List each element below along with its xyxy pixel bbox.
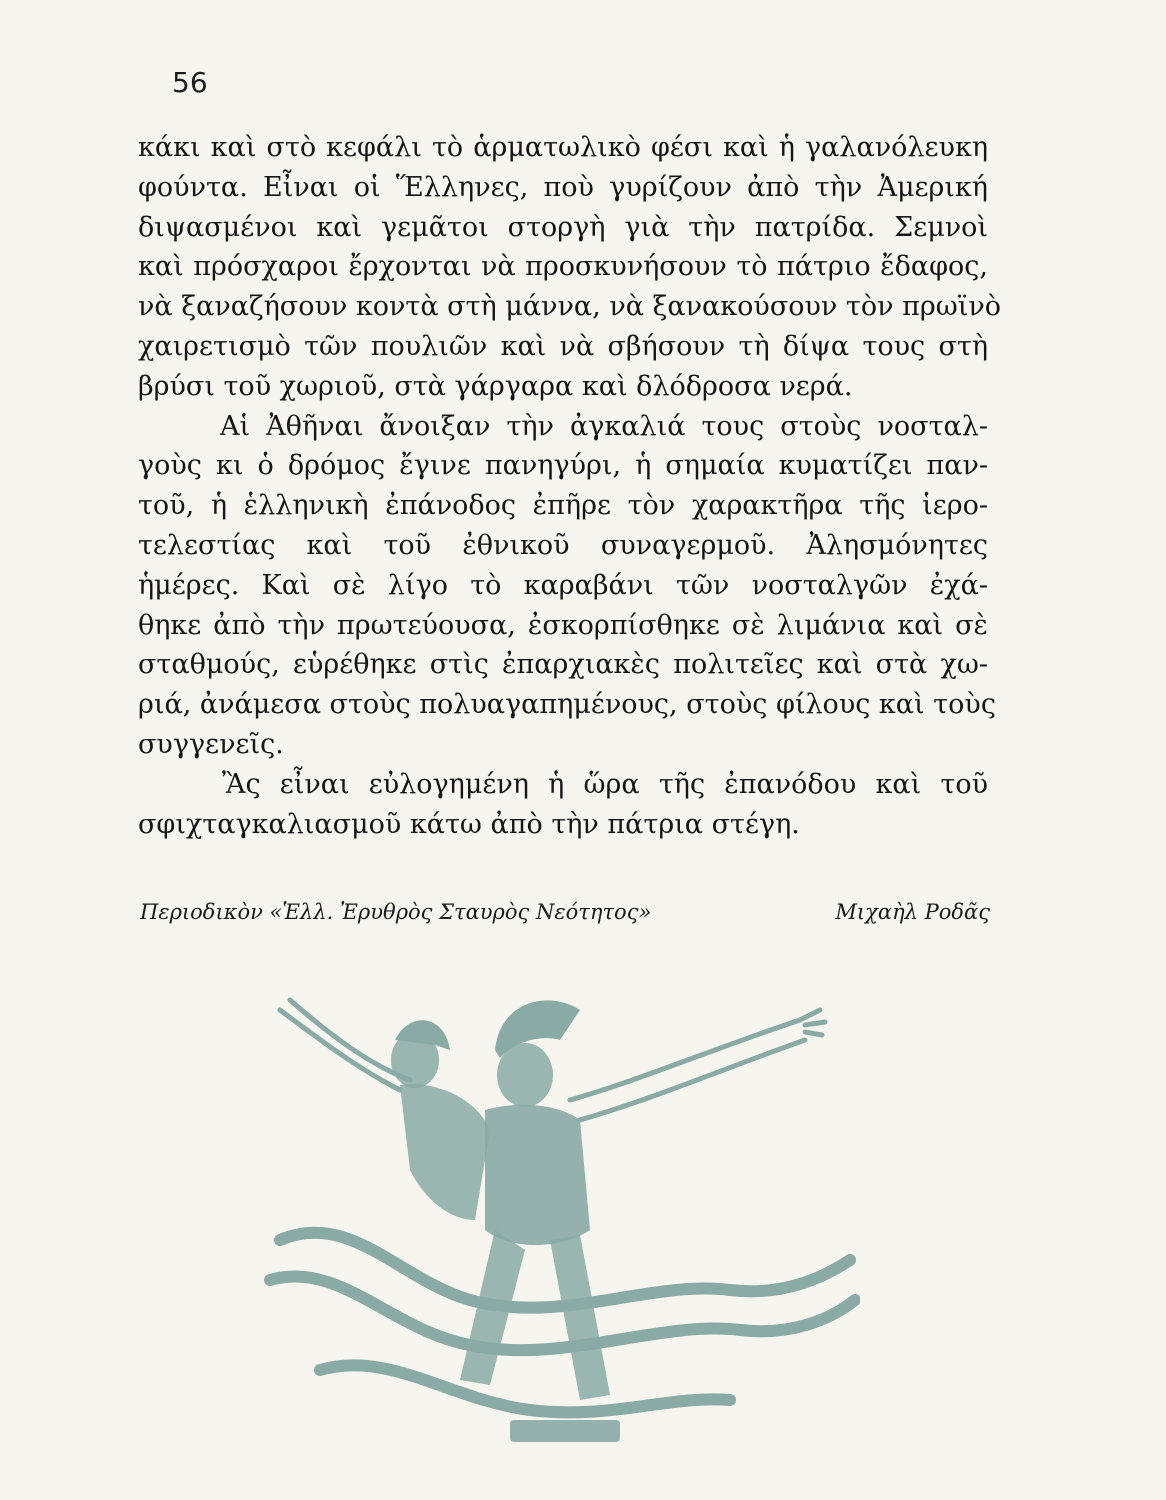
text-line: ἡμέρες. Καὶ σὲ λίγο τὸ καραβάνι τῶν νοσταλγῶν ἐχά- <box>138 569 988 601</box>
source-credit <box>140 900 990 924</box>
text-line: σταθμούς, εὑρέθηκε στὶς ἐπαρχιακὲς πολιτεῖες καὶ στὰ χω- <box>138 649 988 681</box>
text-line: βρύσι τοῦ χωριοῦ, στὰ γάργαρα καὶ δλόδροσα νερά. <box>138 370 853 402</box>
two-dancers-with-ribbon-icon <box>260 980 860 1450</box>
paragraph-3 <box>138 765 988 845</box>
text-line: γοὺς κι ὁ δρόμος ἔγινε πανηγύρι, ἡ σημαία κυματίζει παν- <box>138 450 988 482</box>
text-line: κάκι καὶ στὸ κεφάλι τὸ ἁρματωλικὸ φέσι καὶ ἡ γαλανόλευκη <box>138 132 988 163</box>
body-text <box>138 128 1002 844</box>
paragraph-2 <box>138 407 996 765</box>
page-number: 56 <box>172 66 208 99</box>
paragraph-1 <box>138 128 1002 407</box>
text-line: συγγενεῖς. <box>138 728 284 760</box>
source-periodical: Περιοδικὸν «Ἑλλ. Ἐρυθρὸς Σταυρὸς Νεότητος» <box>140 900 652 924</box>
source-author: Μιχαὴλ Ροδᾶς <box>835 900 990 924</box>
text-line: σφιχταγκαλιασμοῦ κάτω ἀπὸ τὴν πάτρια στέγη. <box>138 808 800 840</box>
text-line: φούντα. Εἶναι οἱ Ἕλληνες, ποὺ γυρίζουν ἀπὸ τὴν Ἀμερική <box>138 171 988 203</box>
text-line: θηκε ἀπὸ τὴν πρωτεύουσα, ἐσκορπίσθηκε σὲ λιμάνια καὶ σὲ <box>138 609 988 641</box>
text-line: διψασμένοι καὶ γεμᾶτοι στοργὴ γιὰ τὴν πατρίδα. Σεμνοὶ <box>138 211 988 243</box>
text-line: χαιρετισμὸ τῶν πουλιῶν καὶ νὰ σβήσουν τὴ δίψα τους στὴ <box>138 330 988 362</box>
text-line: Αἱ Ἀθῆναι ἄνοιξαν τὴν ἀγκαλιά τους στοὺς νοσταλ- <box>220 410 988 442</box>
text-line: νὰ ξαναζήσουν κοντὰ στὴ μάννα, νὰ ξανακούσουν τὸν πρωϊνὸ <box>138 291 1002 323</box>
text-line: καὶ πρόσχαροι ἔρχονται νὰ προσκυνήσουν τὸ πάτριο ἔδαφος, <box>138 251 988 283</box>
text-line: Ἂς εἶναι εὐλογημένη ἡ ὥρα τῆς ἐπανόδου καὶ τοῦ <box>222 768 988 800</box>
text-line: ριά, ἀνάμεσα στοὺς πολυαγαπημένους, στοὺς φίλους καὶ τοὺς <box>138 689 996 721</box>
text-line: τοῦ, ἡ ἑλληνικὴ ἐπάνοδος ἐπῆρε τὸν χαρακτῆρα τῆς ἱερο- <box>138 490 988 522</box>
text-line: τελεστίας καὶ τοῦ ἐθνικοῦ συναγερμοῦ. Ἀλησμόνητες <box>138 529 988 561</box>
